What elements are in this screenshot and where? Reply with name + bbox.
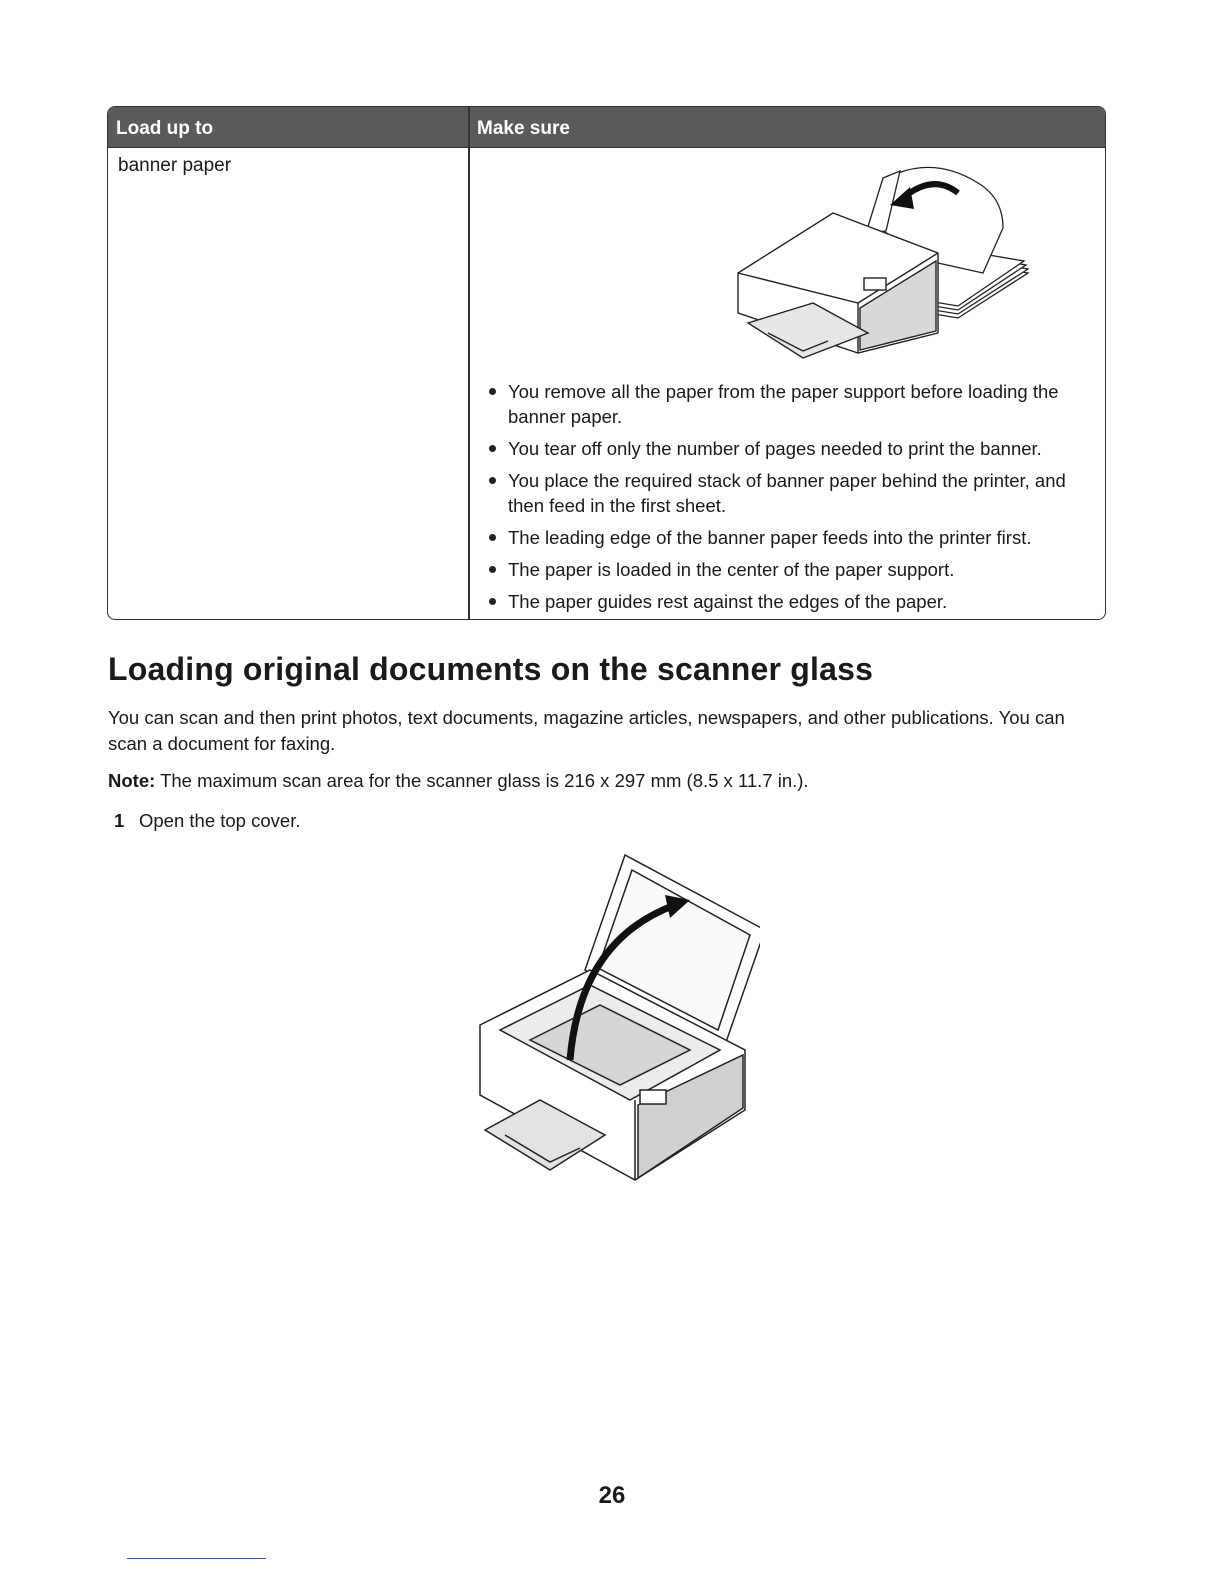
- note: [108, 770, 809, 792]
- note-text: The maximum scan area for the scanner glass is 216 x 297 mm (8.5 x 11.7 in.).: [160, 770, 809, 791]
- column-divider: [468, 107, 470, 619]
- list-item: The leading edge of the banner paper feeds into the printer first.: [478, 525, 1103, 550]
- list-item: You place the required stack of banner paper behind the printer, and then feed in the first sheet.: [478, 468, 1103, 518]
- step-1: [114, 810, 300, 832]
- step-text: Open the top cover.: [139, 810, 301, 831]
- section-title: Loading original documents on the scanner glass: [108, 651, 874, 687]
- note-label: Note:: [108, 770, 156, 791]
- header-make-sure: Make sure: [477, 118, 570, 139]
- list-item: You remove all the paper from the paper support before loading the banner paper.: [478, 379, 1103, 429]
- page-number: 26: [598, 1482, 626, 1509]
- make-sure-list: [478, 379, 1103, 620]
- header-load-up-to: Load up to: [116, 118, 214, 139]
- footer-rule: [127, 1558, 266, 1559]
- intro-paragraph: You can scan and then print photos, text documents, magazine articles, newspapers, and other publications. You can scan a document for faxing.: [108, 707, 1065, 754]
- open-top-cover-illustration: [470, 850, 760, 1210]
- step-number: 1: [114, 810, 125, 831]
- paper-loading-table: [107, 106, 1106, 620]
- table-header: [108, 107, 1105, 148]
- list-item: The paper guides rest against the edges of the paper.: [478, 589, 1103, 614]
- list-item: You tear off only the number of pages needed to print the banner.: [478, 436, 1103, 461]
- load-item-cell: banner paper: [118, 155, 232, 176]
- list-item: The paper is loaded in the center of the paper support.: [478, 557, 1103, 582]
- banner-paper-printer-illustration: [638, 153, 1048, 373]
